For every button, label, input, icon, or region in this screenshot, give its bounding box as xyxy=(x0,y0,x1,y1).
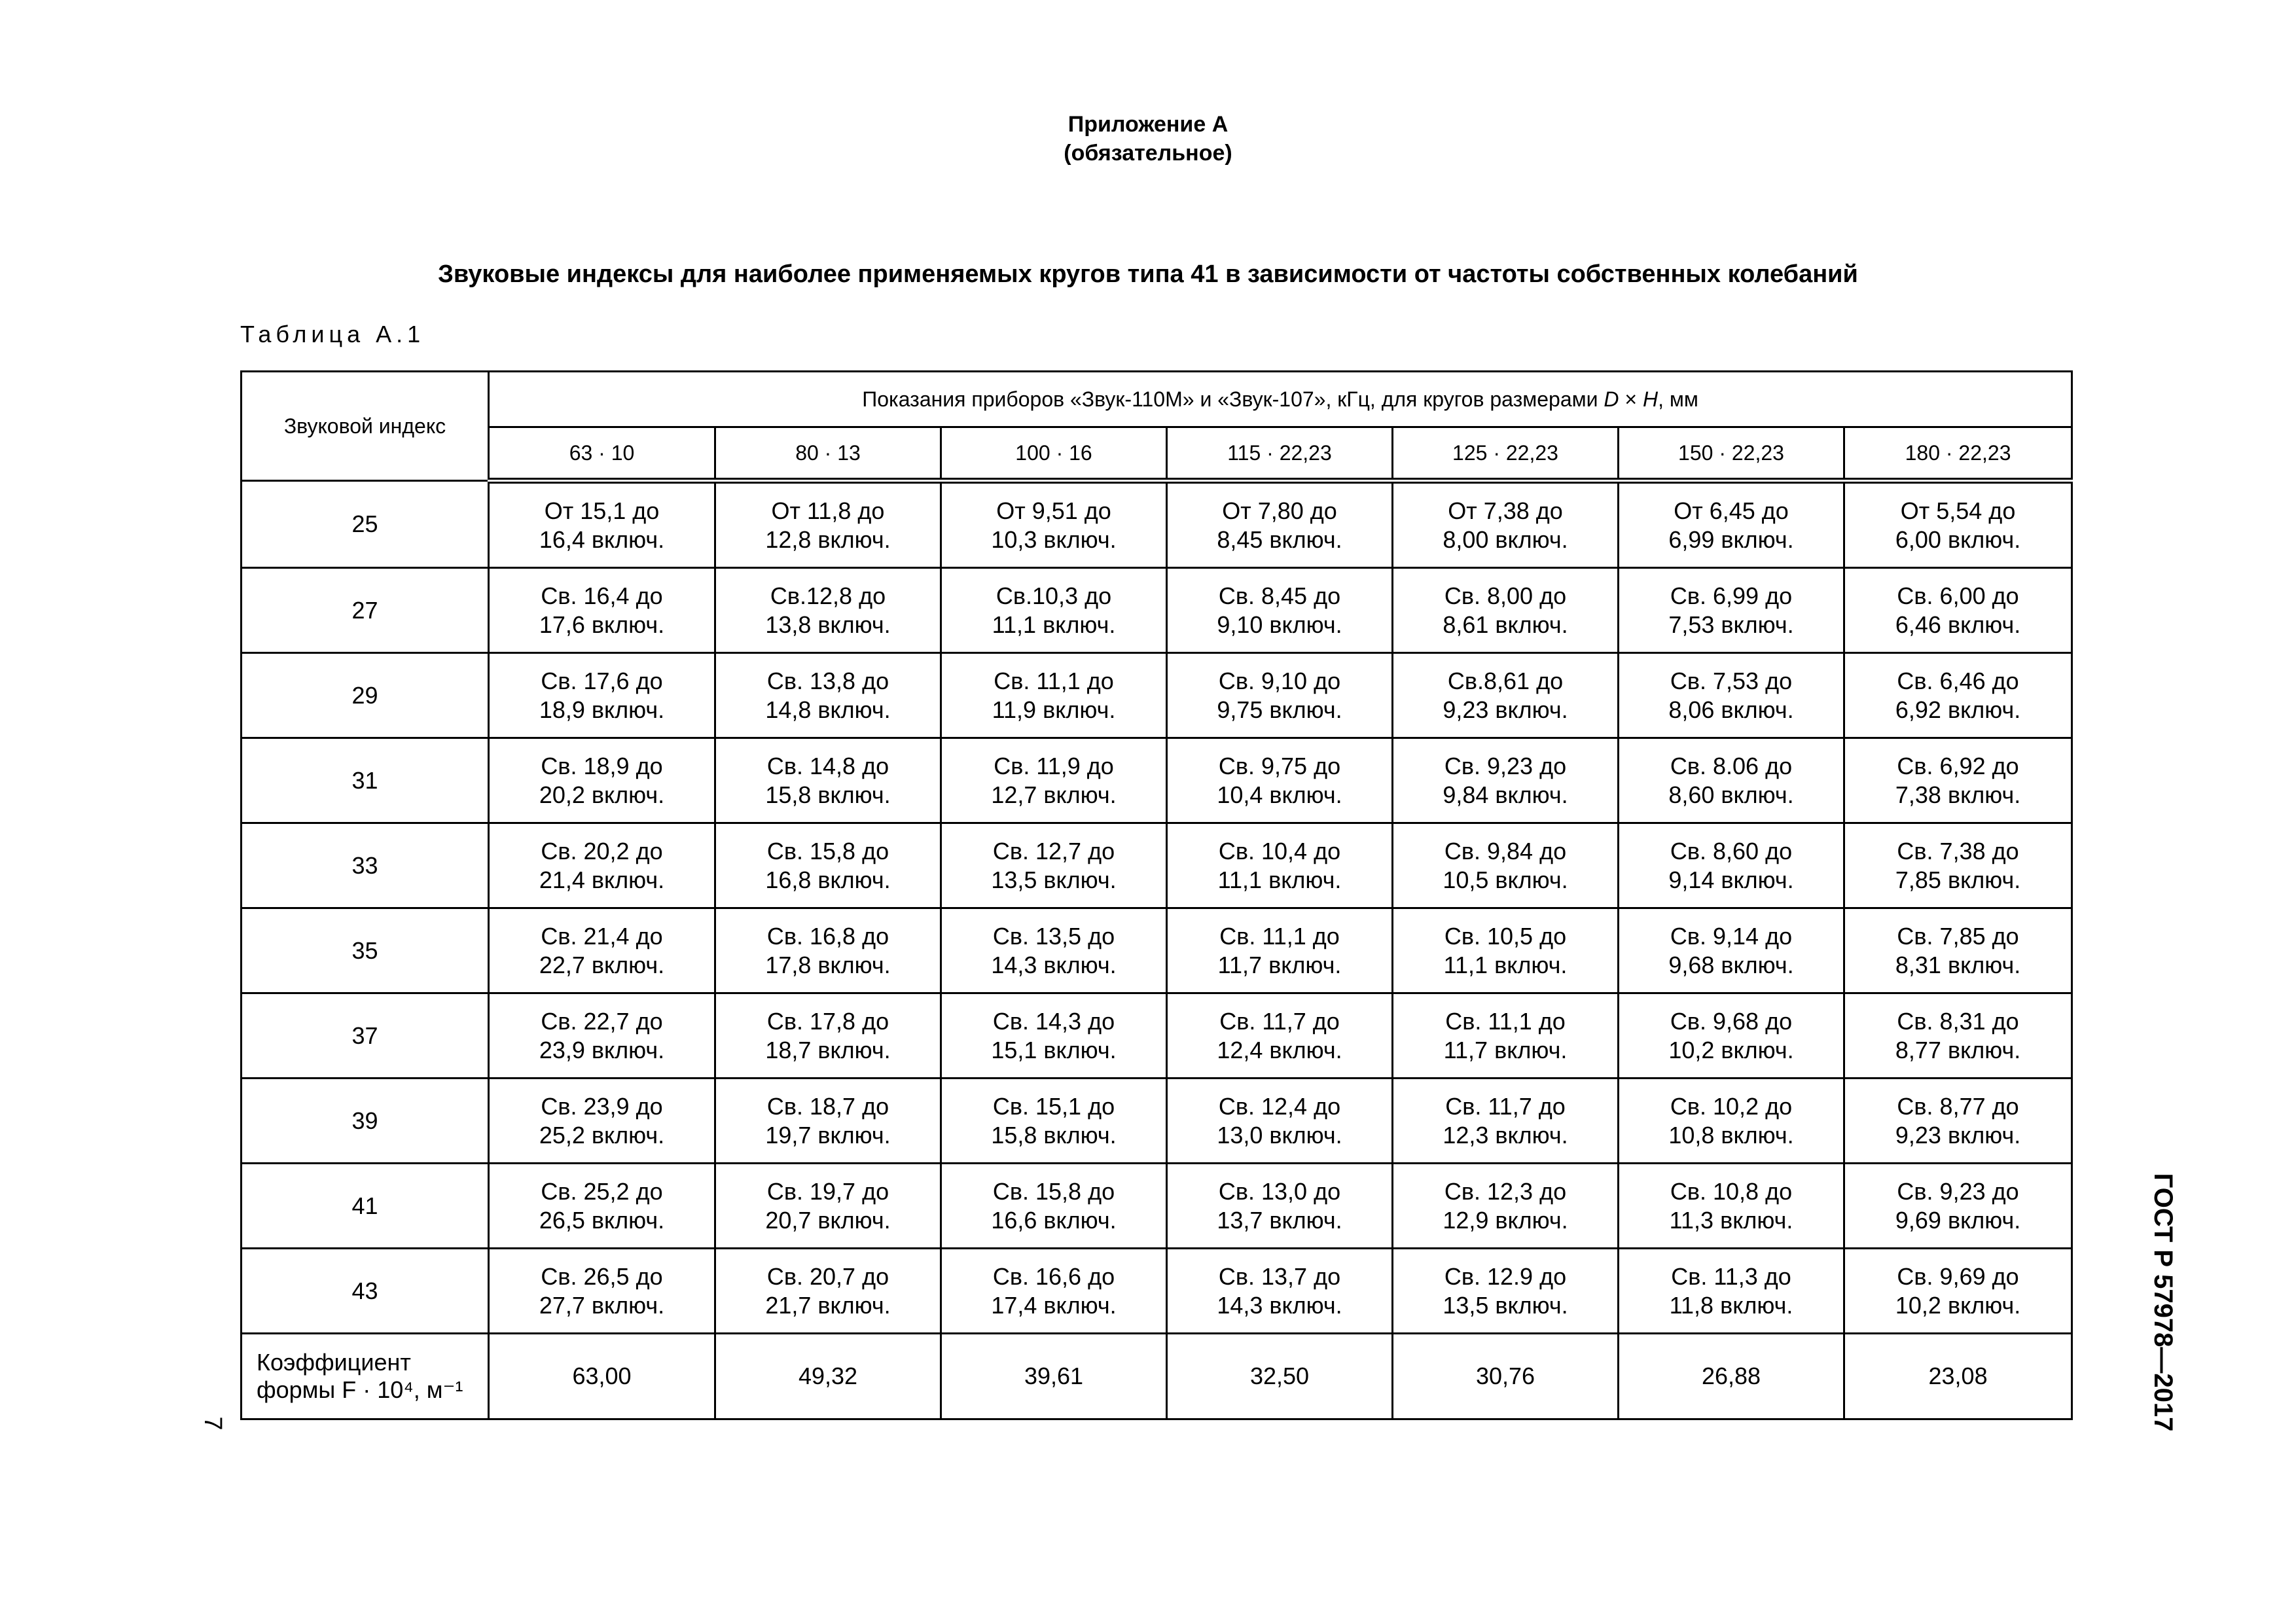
frequency-range-line: Св. 9,75 до xyxy=(1218,752,1341,779)
frequency-range-line: 22,7 включ. xyxy=(539,951,665,978)
frequency-range-cell xyxy=(1844,823,2072,908)
frequency-range-cell xyxy=(1844,568,2072,653)
frequency-range-line: От 7,38 до xyxy=(1448,497,1563,524)
frequency-range-line: Св. 10,8 до xyxy=(1670,1177,1793,1205)
frequency-range-line: Св. 6,92 до xyxy=(1897,752,2019,779)
sound-index-cell: 41 xyxy=(242,1164,489,1249)
frequency-range-line: Св. 9,10 до xyxy=(1218,667,1341,694)
frequency-range-line: Св. 18,9 до xyxy=(541,752,663,779)
frequency-range-line: 17,4 включ. xyxy=(991,1291,1117,1319)
frequency-range-line: Св. 8,60 до xyxy=(1670,837,1793,865)
frequency-range-cell xyxy=(1619,1249,1844,1334)
page-number: 7 xyxy=(199,1416,226,1431)
frequency-range-line: 11,1 включ. xyxy=(1217,866,1342,893)
frequency-range-cell xyxy=(1393,1249,1619,1334)
frequency-range-line: 10,5 включ. xyxy=(1443,866,1568,893)
frequency-range-line: Св. 17,8 до xyxy=(766,1007,889,1035)
frequency-range-cell xyxy=(1844,1079,2072,1164)
frequency-range-line: 11,7 включ. xyxy=(1443,1036,1568,1063)
frequency-range-line: Св. 14,8 до xyxy=(766,752,889,779)
frequency-range-line: Св. 9,14 до xyxy=(1670,922,1793,950)
frequency-range-line: 9,23 включ. xyxy=(1895,1121,2021,1149)
frequency-range-line: Св. 9,68 до xyxy=(1670,1007,1793,1035)
frequency-range-line: 9,68 включ. xyxy=(1668,951,1794,978)
frequency-range-cell xyxy=(1619,823,1844,908)
frequency-range-line: Св. 8.06 до xyxy=(1670,752,1793,779)
frequency-range-line: Св. 7,85 до xyxy=(1897,922,2019,950)
frequency-range-line: 19,7 включ. xyxy=(765,1121,891,1149)
frequency-range-cell xyxy=(715,1164,941,1249)
gost-code-vertical xyxy=(2150,1158,2176,1446)
table-heading: Звуковые индексы для наиболее применяемых кругов типа 41 в зависимости от частоты собственных колебаний xyxy=(438,260,1858,288)
frequency-range-line: 10,3 включ. xyxy=(991,526,1117,553)
sound-index-cell: 25 xyxy=(242,481,489,568)
frequency-range-cell xyxy=(715,568,941,653)
frequency-range-cell xyxy=(715,823,941,908)
frequency-range-line: Св. 22,7 до xyxy=(541,1007,663,1035)
frequency-range-cell xyxy=(941,993,1167,1079)
frequency-range-cell xyxy=(1619,993,1844,1079)
size-header: 115 · 22,23 xyxy=(1167,427,1393,481)
frequency-range-line: Св. 25,2 до xyxy=(541,1177,663,1205)
frequency-range-line: 11,1 включ. xyxy=(1443,951,1568,978)
frequency-range-cell xyxy=(489,993,715,1079)
frequency-range-line: 10,4 включ. xyxy=(1217,781,1342,808)
frequency-range-line: 8,61 включ. xyxy=(1443,611,1568,638)
frequency-range-cell xyxy=(489,1079,715,1164)
frequency-range-cell xyxy=(941,1164,1167,1249)
frequency-range-line: Св. 16,4 до xyxy=(541,582,663,609)
frequency-range-cell xyxy=(941,653,1167,738)
frequency-range-cell xyxy=(1393,653,1619,738)
frequency-range-line: 7,85 включ. xyxy=(1895,866,2021,893)
table-row xyxy=(242,738,2072,823)
frequency-range-line: Св. 8,00 до xyxy=(1444,582,1567,609)
shape-factor-label xyxy=(242,1334,489,1419)
frequency-range-line: 20,2 включ. xyxy=(539,781,665,808)
frequency-range-line: 8,00 включ. xyxy=(1443,526,1568,553)
frequency-range-line: 12,3 включ. xyxy=(1443,1121,1568,1149)
frequency-range-line: 8,60 включ. xyxy=(1668,781,1794,808)
frequency-range-line: 15,1 включ. xyxy=(991,1036,1117,1063)
frequency-range-line: От 6,45 до xyxy=(1674,497,1789,524)
sound-index-table xyxy=(240,370,2073,1420)
frequency-range-cell xyxy=(1393,908,1619,993)
frequency-range-line: 17,6 включ. xyxy=(539,611,665,638)
frequency-range-line: Св. 17,6 до xyxy=(541,667,663,694)
frequency-range-cell xyxy=(941,823,1167,908)
frequency-range-cell xyxy=(715,738,941,823)
frequency-range-cell xyxy=(1844,738,2072,823)
frequency-range-line: 12,4 включ. xyxy=(1217,1036,1342,1063)
sound-index-cell: 35 xyxy=(242,908,489,993)
frequency-range-line: Св. 13,8 до xyxy=(766,667,889,694)
frequency-range-line: 27,7 включ. xyxy=(539,1291,665,1319)
frequency-range-cell xyxy=(1167,1079,1393,1164)
frequency-range-line: Св. 15,8 до xyxy=(992,1177,1115,1205)
frequency-range-cell xyxy=(1844,1164,2072,1249)
sound-index-cell: 29 xyxy=(242,653,489,738)
table-row xyxy=(242,568,2072,653)
frequency-range-line: Св. 13,5 до xyxy=(992,922,1115,950)
shape-factor-value: 26,88 xyxy=(1619,1334,1844,1419)
frequency-range-cell xyxy=(1167,568,1393,653)
frequency-range-line: Св. 9,69 до xyxy=(1897,1262,2019,1290)
frequency-range-cell xyxy=(489,738,715,823)
frequency-range-line: 9,75 включ. xyxy=(1217,696,1342,723)
frequency-range-line: Св. 18,7 до xyxy=(766,1092,889,1120)
frequency-range-line: От 7,80 до xyxy=(1222,497,1337,524)
frequency-range-line: От 9,51 до xyxy=(996,497,1111,524)
gost-code: ГОСТ Р 57978—2017 xyxy=(2149,1173,2178,1432)
frequency-range-cell xyxy=(1167,481,1393,568)
table-label: Таблица А.1 xyxy=(240,321,425,348)
frequency-range-line: 6,92 включ. xyxy=(1895,696,2021,723)
frequency-range-line: Св. 11,9 до xyxy=(994,752,1114,779)
frequency-range-cell xyxy=(489,653,715,738)
shape-factor-value: 32,50 xyxy=(1167,1334,1393,1419)
frequency-range-cell xyxy=(1844,481,2072,568)
frequency-range-line: 18,9 включ. xyxy=(539,696,665,723)
frequency-range-line: Св. 12,7 до xyxy=(992,837,1115,865)
frequency-range-line: Св. 11,7 до xyxy=(1445,1092,1566,1120)
sound-index-cell: 27 xyxy=(242,568,489,653)
frequency-range-cell xyxy=(489,908,715,993)
frequency-range-line: Св. 6,99 до xyxy=(1670,582,1793,609)
frequency-range-cell xyxy=(1619,908,1844,993)
frequency-range-line: 16,6 включ. xyxy=(991,1206,1117,1234)
frequency-range-line: 7,53 включ. xyxy=(1668,611,1794,638)
frequency-range-cell xyxy=(1619,738,1844,823)
shape-factor-value: 23,08 xyxy=(1844,1334,2072,1419)
frequency-range-line: 11,8 включ. xyxy=(1669,1291,1793,1319)
frequency-range-cell xyxy=(1844,1249,2072,1334)
frequency-range-cell xyxy=(1167,1164,1393,1249)
frequency-range-line: 17,8 включ. xyxy=(765,951,891,978)
frequency-range-cell xyxy=(489,568,715,653)
frequency-range-line: 10,8 включ. xyxy=(1668,1121,1794,1149)
sound-index-cell: 33 xyxy=(242,823,489,908)
frequency-range-cell xyxy=(941,568,1167,653)
frequency-range-line: 13,8 включ. xyxy=(765,611,891,638)
size-header: 80 · 13 xyxy=(715,427,941,481)
appendix-subtitle: (обязательное) xyxy=(1064,141,1232,166)
frequency-range-cell xyxy=(489,1164,715,1249)
table-row xyxy=(242,993,2072,1079)
shape-factor-label-line: формы F · 10⁴, м⁻¹ xyxy=(257,1376,463,1403)
frequency-range-cell xyxy=(1393,993,1619,1079)
frequency-range-cell xyxy=(1619,1079,1844,1164)
frequency-range-cell xyxy=(1167,993,1393,1079)
frequency-range-line: Св. 10,2 до xyxy=(1670,1092,1793,1120)
frequency-range-line: 14,3 включ. xyxy=(1217,1291,1342,1319)
frequency-range-line: 10,2 включ. xyxy=(1895,1291,2021,1319)
frequency-range-line: 10,2 включ. xyxy=(1668,1036,1794,1063)
frequency-range-cell xyxy=(1844,653,2072,738)
frequency-range-line: Св.12,8 до xyxy=(770,582,886,609)
frequency-range-cell xyxy=(941,481,1167,568)
frequency-range-cell xyxy=(715,481,941,568)
frequency-range-cell xyxy=(941,738,1167,823)
frequency-range-cell xyxy=(489,823,715,908)
frequency-range-line: 9,84 включ. xyxy=(1443,781,1568,808)
frequency-range-line: От 11,8 до xyxy=(771,497,885,524)
frequency-range-line: 20,7 включ. xyxy=(765,1206,891,1234)
frequency-range-line: Св. 12.9 до xyxy=(1444,1262,1567,1290)
shape-factor-value: 30,76 xyxy=(1393,1334,1619,1419)
frequency-range-cell xyxy=(1393,481,1619,568)
frequency-range-line: 11,1 включ. xyxy=(992,611,1116,638)
frequency-range-line: 12,8 включ. xyxy=(765,526,891,553)
frequency-range-cell xyxy=(489,481,715,568)
frequency-range-line: 15,8 включ. xyxy=(991,1121,1117,1149)
size-header: 100 · 16 xyxy=(941,427,1167,481)
frequency-range-line: Св. 8,77 до xyxy=(1897,1092,2019,1120)
frequency-range-line: 21,4 включ. xyxy=(539,866,665,893)
frequency-range-line: 6,00 включ. xyxy=(1895,526,2021,553)
frequency-range-line: 8,06 включ. xyxy=(1668,696,1794,723)
sizes-header-row xyxy=(242,427,2072,481)
frequency-range-cell xyxy=(1167,738,1393,823)
frequency-range-line: 11,7 включ. xyxy=(1217,951,1342,978)
sound-index-cell: 37 xyxy=(242,993,489,1079)
frequency-range-cell xyxy=(715,1249,941,1334)
frequency-range-line: 16,8 включ. xyxy=(765,866,891,893)
table-row xyxy=(242,1249,2072,1334)
frequency-range-line: От 5,54 до xyxy=(1900,497,2016,524)
frequency-range-line: Св. 15,1 до xyxy=(992,1092,1115,1120)
frequency-range-line: 9,69 включ. xyxy=(1895,1206,2021,1234)
frequency-range-line: 13,7 включ. xyxy=(1217,1206,1342,1234)
frequency-range-cell xyxy=(1619,1164,1844,1249)
frequency-range-line: Св. 11,1 до xyxy=(994,667,1114,694)
shape-factor-label-line: Коэффициент xyxy=(257,1349,411,1376)
frequency-range-line: Св. 12,3 до xyxy=(1444,1177,1567,1205)
frequency-range-line: 13,5 включ. xyxy=(991,866,1117,893)
frequency-range-line: Св.8,61 до xyxy=(1447,667,1564,694)
frequency-range-cell xyxy=(941,908,1167,993)
frequency-range-line: 11,9 включ. xyxy=(992,696,1116,723)
frequency-range-line: Св. 9,23 до xyxy=(1444,752,1567,779)
frequency-range-line: 15,8 включ. xyxy=(765,781,891,808)
frequency-range-line: Св. 6,46 до xyxy=(1897,667,2019,694)
frequency-range-cell xyxy=(715,993,941,1079)
frequency-range-line: Св. 13,0 до xyxy=(1218,1177,1341,1205)
frequency-range-line: 16,4 включ. xyxy=(539,526,665,553)
frequency-range-cell xyxy=(941,1249,1167,1334)
frequency-range-line: 9,23 включ. xyxy=(1443,696,1568,723)
frequency-range-line: Св. 7,38 до xyxy=(1897,837,2019,865)
sound-index-cell: 43 xyxy=(242,1249,489,1334)
frequency-range-cell xyxy=(715,908,941,993)
frequency-range-line: 9,10 включ. xyxy=(1217,611,1342,638)
frequency-range-line: 14,8 включ. xyxy=(765,696,891,723)
frequency-range-cell xyxy=(941,1079,1167,1164)
index-column-header: Звуковой индекс xyxy=(242,372,489,481)
frequency-range-line: Св. 7,53 до xyxy=(1670,667,1793,694)
frequency-range-line: Св. 20,7 до xyxy=(766,1262,889,1290)
frequency-range-line: 13,0 включ. xyxy=(1217,1121,1342,1149)
frequency-range-line: Св. 10,5 до xyxy=(1444,922,1567,950)
readings-header-text: Показания приборов «Звук-110М» и «Звук-107», кГц, для кругов размерами D × H, мм xyxy=(862,387,1698,411)
frequency-range-line: 14,3 включ. xyxy=(991,951,1117,978)
frequency-range-line: Св. 11,3 до xyxy=(1671,1262,1791,1290)
frequency-range-line: Св. 9,23 до xyxy=(1897,1177,2019,1205)
frequency-range-line: 11,3 включ. xyxy=(1669,1206,1793,1234)
frequency-range-line: Св. 11,1 до xyxy=(1219,922,1340,950)
shape-factor-value: 39,61 xyxy=(941,1334,1167,1419)
frequency-range-line: 7,38 включ. xyxy=(1895,781,2021,808)
frequency-range-line: 9,14 включ. xyxy=(1668,866,1794,893)
frequency-range-line: 13,5 включ. xyxy=(1443,1291,1568,1319)
table-row xyxy=(242,823,2072,908)
frequency-range-line: Св. 10,4 до xyxy=(1218,837,1341,865)
sound-index-cell: 39 xyxy=(242,1079,489,1164)
frequency-range-line: 21,7 включ. xyxy=(765,1291,891,1319)
frequency-range-line: Св.10,3 до xyxy=(996,582,1112,609)
shape-factor-row xyxy=(242,1334,2072,1419)
frequency-range-line: Св. 13,7 до xyxy=(1218,1262,1341,1290)
frequency-range-cell xyxy=(1844,908,2072,993)
size-header: 150 · 22,23 xyxy=(1619,427,1844,481)
size-header: 125 · 22,23 xyxy=(1393,427,1619,481)
frequency-range-line: Св. 26,5 до xyxy=(541,1262,663,1290)
frequency-range-cell xyxy=(1619,568,1844,653)
frequency-range-line: 12,7 включ. xyxy=(991,781,1117,808)
frequency-range-line: Св. 8,45 до xyxy=(1218,582,1341,609)
table-row xyxy=(242,1164,2072,1249)
readings-header xyxy=(489,372,2072,427)
frequency-range-line: 18,7 включ. xyxy=(765,1036,891,1063)
frequency-range-cell xyxy=(715,653,941,738)
frequency-range-cell xyxy=(1167,908,1393,993)
page-number-block xyxy=(200,1407,226,1440)
frequency-range-line: 8,77 включ. xyxy=(1895,1036,2021,1063)
appendix-heading xyxy=(0,110,2296,168)
frequency-range-line: Св. 12,4 до xyxy=(1218,1092,1341,1120)
frequency-range-line: Св. 11,1 до xyxy=(1445,1007,1566,1035)
frequency-range-line: Св. 23,9 до xyxy=(541,1092,663,1120)
table-row xyxy=(242,653,2072,738)
frequency-range-line: 26,5 включ. xyxy=(539,1206,665,1234)
frequency-range-cell xyxy=(1393,738,1619,823)
frequency-range-line: 25,2 включ. xyxy=(539,1121,665,1149)
size-header: 63 · 10 xyxy=(489,427,715,481)
table-row xyxy=(242,1079,2072,1164)
frequency-range-line: 6,46 включ. xyxy=(1895,611,2021,638)
frequency-range-line: Св. 6,00 до xyxy=(1897,582,2019,609)
frequency-range-cell xyxy=(1393,823,1619,908)
frequency-range-cell xyxy=(1167,653,1393,738)
appendix-title: Приложение А xyxy=(1067,112,1229,137)
frequency-range-cell xyxy=(1619,481,1844,568)
frequency-range-line: Св. 14,3 до xyxy=(992,1007,1115,1035)
frequency-range-cell xyxy=(1167,823,1393,908)
table-row xyxy=(242,481,2072,568)
frequency-range-line: Св. 21,4 до xyxy=(541,922,663,950)
frequency-range-line: 6,99 включ. xyxy=(1668,526,1794,553)
frequency-range-line: Св. 20,2 до xyxy=(541,837,663,865)
frequency-range-cell xyxy=(1619,653,1844,738)
frequency-range-cell xyxy=(1393,1079,1619,1164)
frequency-range-line: Св. 9,84 до xyxy=(1444,837,1567,865)
shape-factor-value: 49,32 xyxy=(715,1334,941,1419)
frequency-range-line: От 15,1 до xyxy=(544,497,660,524)
frequency-range-line: Св. 16,6 до xyxy=(992,1262,1115,1290)
frequency-range-line: 23,9 включ. xyxy=(539,1036,665,1063)
size-header: 180 · 22,23 xyxy=(1844,427,2072,481)
frequency-range-line: Св. 15,8 до xyxy=(766,837,889,865)
frequency-range-line: 8,31 включ. xyxy=(1895,951,2021,978)
frequency-range-cell xyxy=(489,1249,715,1334)
frequency-range-line: Св. 8,31 до xyxy=(1897,1007,2019,1035)
table-row xyxy=(242,908,2072,993)
table-header-row xyxy=(242,372,2072,427)
frequency-range-cell xyxy=(1393,1164,1619,1249)
frequency-range-cell xyxy=(1393,568,1619,653)
frequency-range-line: 8,45 включ. xyxy=(1217,526,1342,553)
frequency-range-line: 12,9 включ. xyxy=(1443,1206,1568,1234)
frequency-range-cell xyxy=(715,1079,941,1164)
frequency-range-line: Св. 19,7 до xyxy=(766,1177,889,1205)
sound-index-cell: 31 xyxy=(242,738,489,823)
frequency-range-cell xyxy=(1167,1249,1393,1334)
shape-factor-value: 63,00 xyxy=(489,1334,715,1419)
frequency-range-line: Св. 11,7 до xyxy=(1219,1007,1340,1035)
frequency-range-line: Св. 16,8 до xyxy=(766,922,889,950)
frequency-range-cell xyxy=(1844,993,2072,1079)
